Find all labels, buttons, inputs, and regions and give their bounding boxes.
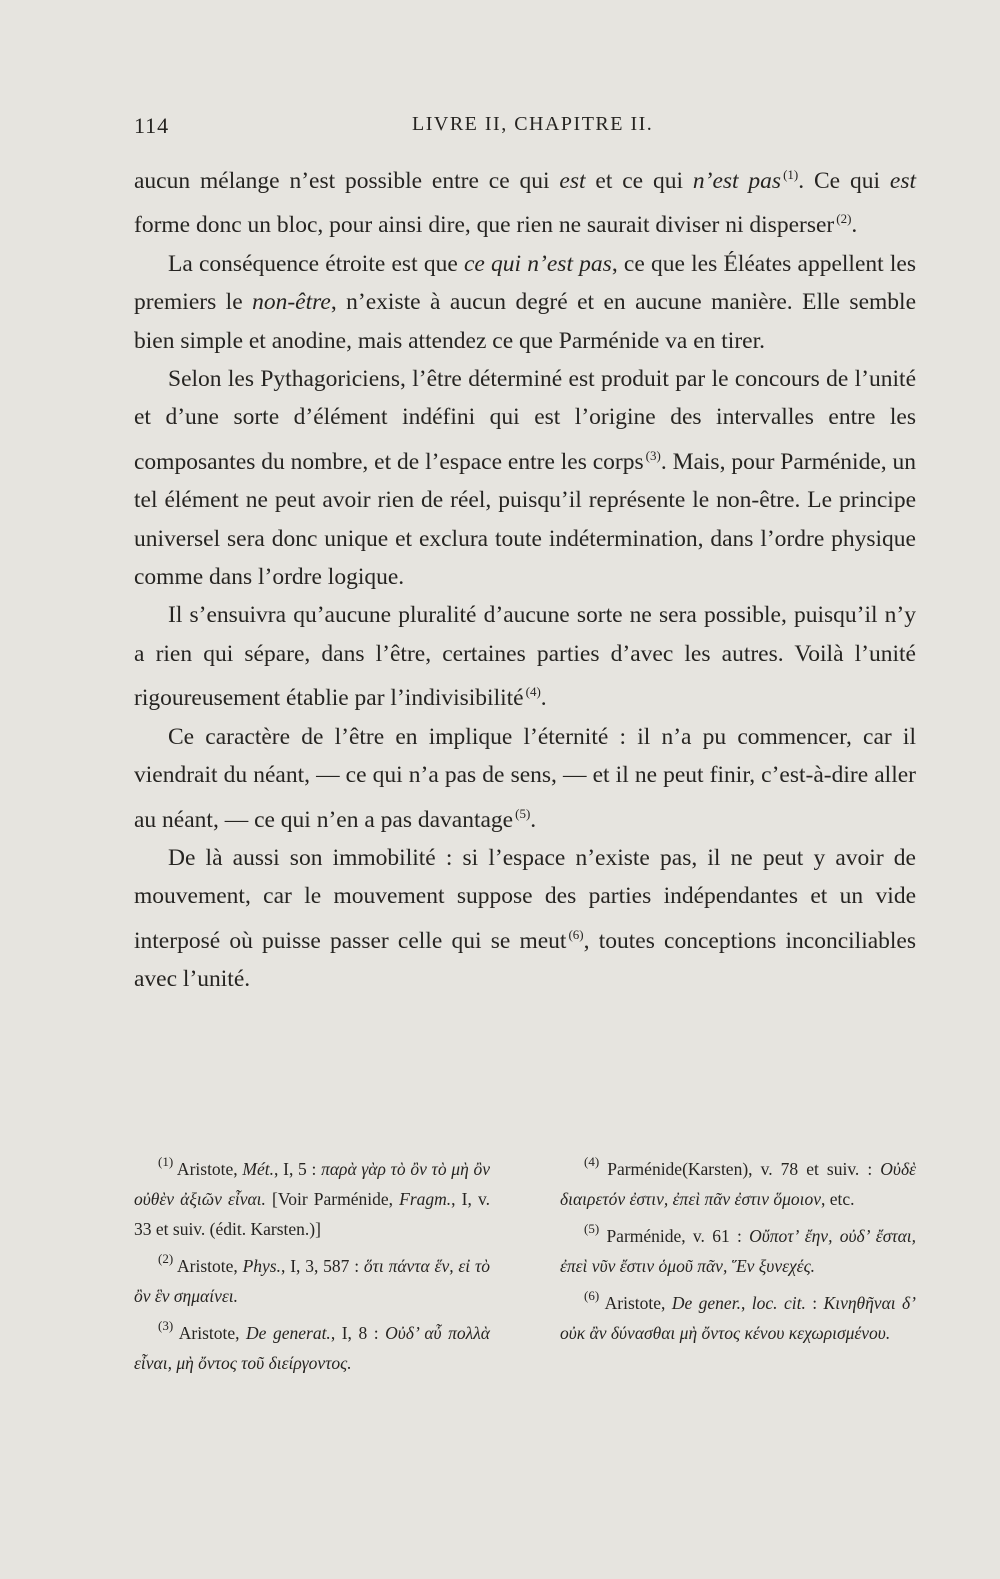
- text: , I, 3, 587 :: [281, 1256, 364, 1276]
- text: Parménide, v. 61 :: [599, 1226, 750, 1246]
- italic-text: est: [559, 168, 586, 194]
- paragraph-6: [134, 839, 916, 999]
- text: , I, 5 :: [274, 1159, 322, 1179]
- text: La conséquence étroite est que: [168, 250, 464, 277]
- italic-text: De gener.: [671, 1293, 741, 1313]
- text: Aristote,: [173, 1159, 243, 1179]
- footnote-4: [560, 1147, 916, 1214]
- text: Ce caractère de l’être en implique l’éternité : il n’a pu commencer, car il viendrait du néant, — ce qui n’a pas de sens, — et il ne peut finir, c’est-à-dire aller au néant, — ce qui n’en a pas davantage: [134, 723, 916, 833]
- italic-text: De generat.: [246, 1323, 331, 1343]
- text: .: [851, 212, 858, 239]
- paragraph-3: [134, 360, 916, 596]
- greek-quote: Κινηθῆναι δ’ οὐκ ἂν δύνασθαι μὴ ὄντος κένου κεχωρισμένου.: [560, 1293, 917, 1343]
- text: , etc.: [821, 1189, 855, 1209]
- footnote-ref-6[interactable]: (6): [568, 926, 584, 942]
- text: Aristote,: [173, 1323, 247, 1343]
- text: .: [540, 685, 547, 712]
- paragraph-5: [134, 718, 916, 839]
- greek-quote: Οὐδ’ αὖ πολλὰ εἶναι, μὴ ὄντος τοῦ διείργοντος.: [134, 1323, 490, 1373]
- text: Selon les Pythagoriciens, l’être déterminé est produit par le concours de l’unité et d’une sorte d’élément indéfini qui est l’origine des intervalles entre les composantes du nombre, et de l’espace entre les corps: [134, 366, 916, 475]
- footnotes: [134, 1147, 916, 1378]
- text: .: [530, 806, 537, 833]
- text: , ce que les Éléates appellent les premiers le: [134, 250, 916, 316]
- running-title: LIVRE II, CHAPITRE II.: [412, 113, 654, 135]
- text: De là aussi son immobilité : si l’espace n’existe pas, il ne peut y avoir de mouvement, car le mouvement suppose des parties indépendantes et un vide interposé où puisse passer celle qui se meut: [134, 844, 916, 954]
- text: et ce qui: [585, 168, 693, 194]
- text: aucun mélange n’est possible entre ce qui: [134, 168, 560, 194]
- text: [Voir Parménide,: [265, 1189, 400, 1209]
- italic-text: non-être: [252, 289, 331, 316]
- greek-quote: ὅτι πάντα ἕν, εἰ τὸ ὂν ἓν σημαίνει.: [134, 1256, 490, 1306]
- text: , toutes conceptions inconciliables avec l’unité.: [134, 927, 917, 993]
- footnote-6: [560, 1281, 916, 1348]
- italic-text: n’est pas: [692, 168, 782, 194]
- text: Il s’ensuivra qu’aucune pluralité d’aucune sorte ne sera possible, puisqu’il n’y a rien qui sépare, dans l’être, certaines parties d’avec les autres. Voilà l’unité rigoureusement établie par l’indivisibilité: [134, 602, 916, 712]
- greek-quote: παρὰ γὰρ τὸ ὂν τὸ μὴ ὂν οὐθὲν ἀξιῶν εἶναι.: [134, 1159, 491, 1209]
- footnote-ref-3[interactable]: (3): [645, 447, 661, 463]
- footnote-1: [134, 1147, 490, 1244]
- italic-text: Mét.: [242, 1159, 275, 1179]
- text: . Ce qui: [798, 168, 890, 194]
- footnote-3: [134, 1311, 490, 1378]
- text: . Mais, pour Parménide, un tel élément ne peut avoir rien de réel, puisqu’il représente le non-être. Le principe universel sera donc unique et exclura toute indétermination, dans l’ordre physique comme dans l’ordre logique.: [134, 448, 917, 591]
- main-text: [134, 156, 916, 999]
- page-header: [134, 113, 916, 147]
- italic-text: Fragm.: [399, 1189, 452, 1209]
- text: , I, v. 33 et suiv. (édit. Karsten.)]: [134, 1189, 490, 1239]
- italic-text: est: [889, 168, 916, 194]
- text: , n’existe à aucun degré et en aucune manière. Elle semble bien simple et anodine, mais attendez ce que Parménide va en tirer.: [134, 289, 916, 354]
- footnote-mark: (6): [584, 1288, 600, 1303]
- footnote-ref-4[interactable]: (4): [525, 684, 541, 700]
- text: , I, 8 :: [330, 1323, 386, 1343]
- text: :: [805, 1293, 824, 1313]
- footnote-mark: (1): [158, 1154, 174, 1169]
- text: Aristote,: [173, 1256, 243, 1276]
- footnotes-left-column: [134, 1147, 490, 1378]
- footnote-mark: (4): [584, 1154, 600, 1169]
- italic-text: Phys.: [242, 1256, 281, 1276]
- paragraph-2: [134, 245, 916, 360]
- footnotes-right-column: [560, 1147, 916, 1378]
- text: Aristote,: [599, 1293, 672, 1313]
- paragraph-4: [134, 596, 916, 717]
- footnote-mark: (5): [584, 1221, 600, 1236]
- footnote-ref-2[interactable]: (2): [836, 211, 852, 227]
- text: ,: [740, 1293, 752, 1313]
- page-number: 114: [134, 113, 170, 138]
- text: forme donc un bloc, pour ainsi dire, que rien ne saurait diviser ni disperser: [134, 212, 835, 239]
- footnote-ref-1[interactable]: (1): [783, 167, 799, 182]
- footnote-2: [134, 1244, 490, 1311]
- text: Parménide(Karsten), v. 78 et suiv. :: [599, 1159, 881, 1179]
- italic-text: ce qui n’est pas: [463, 250, 612, 277]
- footnote-mark: (3): [158, 1318, 174, 1333]
- paragraph-1: [134, 156, 916, 245]
- italic-text: loc. cit.: [751, 1293, 806, 1313]
- greek-quote: Οὐδὲ διαιρετόν ἐστιν, ἐπεὶ πᾶν ἐστιν ὅμοιον: [560, 1159, 916, 1209]
- footnote-mark: (2): [158, 1251, 174, 1266]
- footnote-5: [560, 1214, 916, 1281]
- footnote-ref-5[interactable]: (5): [515, 805, 531, 821]
- greek-quote: Οὔποτ’ ἔην, οὐδ’ ἔσται, ἐπεὶ νῦν ἔστιν ὁμοῦ πᾶν, Ἕν ξυνεχές.: [560, 1226, 917, 1276]
